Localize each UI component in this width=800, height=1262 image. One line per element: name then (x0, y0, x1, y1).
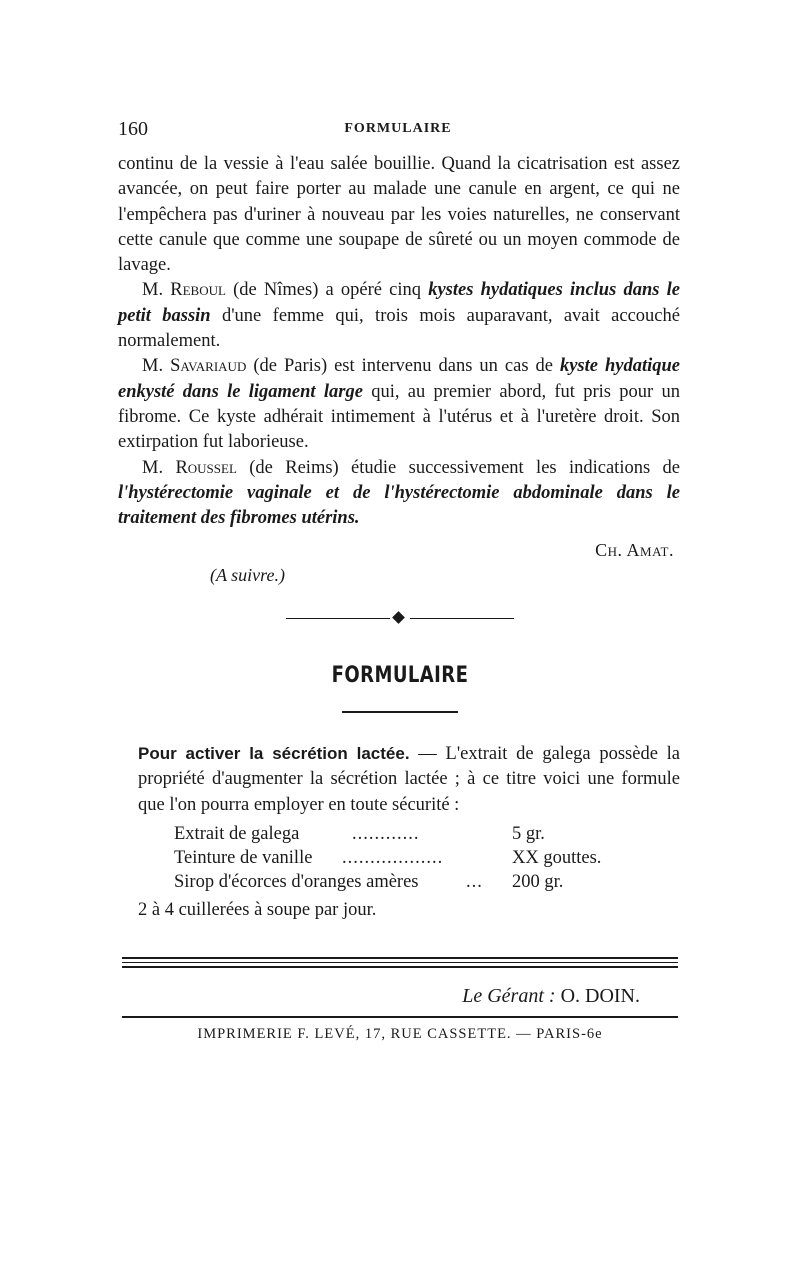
paragraph-1: continu de la vessie à l'eau salée bouillie. Quand la cicatrisation est assez avancée, on peut faire porter au malade une canule en argent, ce qui ne l'empêchera pas d'uriner à nouveau par les voies naturelles, ne conservant cette canule que comme une soupape de sûreté ou un moyen commode de lavage. (118, 154, 680, 276)
recipe-lead: Pour activer la sécrétion lactée. (138, 744, 410, 763)
ingredient-quantity: 200 gr. (512, 872, 564, 892)
section-title: FORMULAIRE (331, 663, 469, 688)
paragraph-4-emphasis: l'hystérectomie vaginale et de l'hystérectomie abdominale dans le traitement des fibromes utérins. (118, 482, 680, 529)
ingredient-name: Sirop d'écorces d'oranges amères (174, 872, 419, 892)
recipe-text: — L'extrait de galega possède la propriété d'augmenter la sécrétion lactée ; à ce titre voici une formule que l'on pourra employer en toute sécurité : (138, 744, 681, 815)
leader-dots: ............ (352, 824, 420, 844)
manager-name: O. DOIN. (560, 985, 640, 1007)
ornament-diamond-icon (392, 611, 405, 624)
ingredient-name: Teinture de vanille (174, 848, 313, 868)
to-be-continued: (A suivre.) (210, 565, 285, 585)
author-reboul: M. Reboul (142, 280, 226, 301)
title-underline (342, 711, 458, 713)
ingredient-quantity: XX gouttes. (512, 848, 602, 868)
ingredient-list (174, 824, 644, 896)
author-savariaud: M. Savariaud (142, 356, 247, 377)
paragraph-3 (118, 354, 680, 455)
manager-line (462, 985, 640, 1008)
paragraph-3-text-b: qui, au premier abord, fut pris pour un fibrome. Ce kyste adhérait intimement à l'utérus et à l'uretère droit. Son extirpation fut laborieuse. (118, 381, 680, 453)
leader-dots: ... (466, 872, 483, 892)
printer-imprint: IMPRIMERIE F. LEVÉ, 17, RUE CASSETTE. — PARIS-6e (197, 1026, 603, 1042)
ingredient-row (174, 824, 644, 848)
ingredient-name: Extrait de galega (174, 824, 300, 844)
paragraph-4-text-a: (de Reims) étudie successivement les indications de (236, 457, 680, 478)
paragraph-3-text-a: (de Paris) est intervenu dans un cas de (246, 356, 560, 377)
manager-label: Le Gérant : (462, 985, 556, 1007)
paragraph-2-text-a: (de Nîmes) a opéré cinq (225, 280, 429, 301)
paragraph-3-emphasis: kyste hydatique enkysté dans le ligament large (118, 356, 681, 402)
ingredient-row (174, 848, 644, 872)
dosage-instruction: 2 à 4 cuillerées à soupe par jour. (138, 900, 377, 920)
section-ornament (286, 612, 514, 626)
paragraph-4 (118, 456, 680, 532)
paragraph-2-text-b: d'une femme qui, trois mois auparavant, avait accouché normalement. (118, 305, 680, 352)
footer-rule (122, 966, 678, 968)
page-header (118, 118, 678, 142)
recipe-paragraph (138, 741, 680, 818)
author-signature: Ch. Amat. (595, 540, 674, 560)
ornament-line-right (410, 618, 514, 619)
footer-rule (122, 962, 678, 963)
article-continuation (118, 152, 680, 531)
ingredient-quantity: 5 gr. (512, 824, 545, 844)
footer-rule (122, 957, 678, 959)
leader-dots: .................. (342, 848, 444, 868)
running-title: FORMULAIRE (344, 121, 452, 136)
recipe-intro (138, 741, 680, 818)
paragraph-2-emphasis: kystes hydatiques inclus dans le petit bassin (118, 280, 680, 326)
author-roussel: M. Roussel (142, 457, 237, 478)
ingredient-row (174, 872, 644, 896)
printer-rule (122, 1016, 678, 1018)
ornament-line-left (286, 618, 390, 619)
page-number: 160 (118, 118, 148, 140)
paragraph-2 (118, 278, 680, 354)
